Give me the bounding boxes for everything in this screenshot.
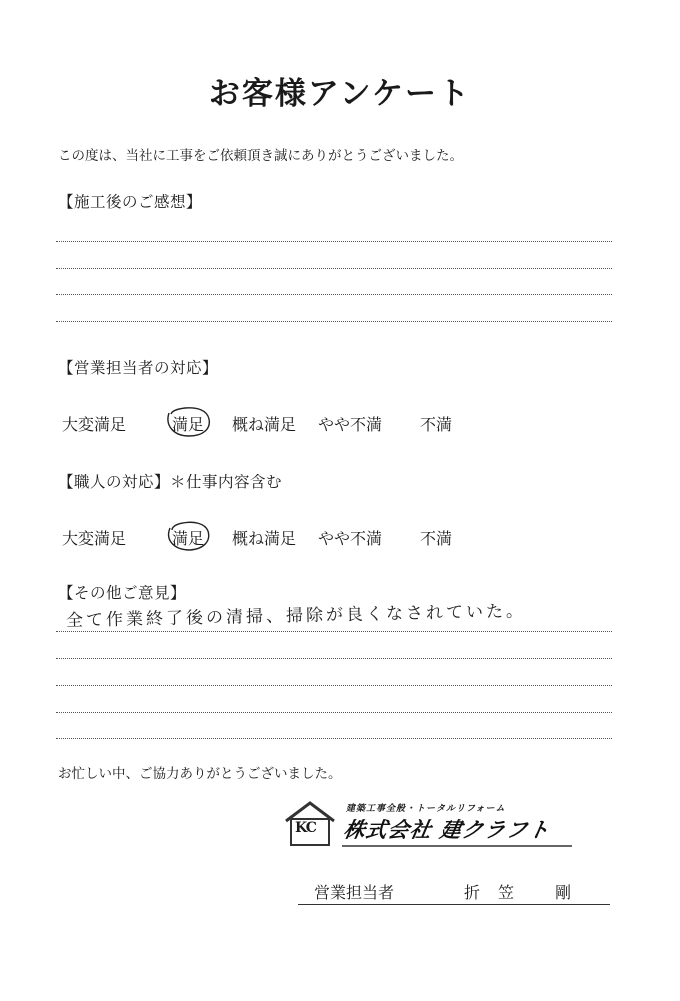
company-tagline: 建築工事全般・トータルリフォーム xyxy=(346,804,506,814)
representative-name: 折笠 剛 xyxy=(464,883,590,902)
circle-mark-icon xyxy=(163,405,213,439)
page-title: お客様アンケート xyxy=(208,76,472,112)
sales-heading: 【営業担当者の対応】 xyxy=(58,359,219,377)
craftsman-rating-group xyxy=(62,526,482,556)
circle-mark-icon xyxy=(163,519,213,553)
craftsman-option-very-satisfied[interactable]: 大変満足 xyxy=(62,529,127,548)
company-name: 株式会社 建クラフト xyxy=(341,818,553,842)
impression-line-4 xyxy=(56,321,612,322)
representative-row xyxy=(314,880,610,904)
logo-letters: KC xyxy=(295,820,316,836)
impression-line-1 xyxy=(56,241,612,242)
craftsman-option-dissatisfied[interactable]: 不満 xyxy=(420,529,453,548)
other-line-5 xyxy=(56,738,612,739)
craftsman-option-somewhat-dissatisfied[interactable]: やや不満 xyxy=(318,529,383,548)
handwritten-comment: 全て作業終了後の清掃、掃除が良くなされていた。 xyxy=(65,601,527,631)
impression-line-3 xyxy=(56,294,612,295)
sales-option-very-satisfied[interactable]: 大変満足 xyxy=(62,415,127,434)
closing-text: お忙しい中、ご協力ありがとうございました。 xyxy=(58,766,342,782)
sales-option-somewhat-dissatisfied[interactable]: やや不満 xyxy=(318,415,383,434)
impression-line-2 xyxy=(56,268,612,269)
impression-heading: 【施工後のご感想】 xyxy=(58,193,203,211)
other-line-2 xyxy=(56,658,612,659)
intro-text: この度は、当社に工事をご依頼頂き誠にありがとうございました。 xyxy=(58,148,463,164)
logo-underline xyxy=(342,841,582,849)
sales-option-dissatisfied[interactable]: 不満 xyxy=(420,415,453,434)
sales-option-satisfied[interactable] xyxy=(172,412,204,435)
craftsman-option-satisfied[interactable] xyxy=(172,526,204,549)
sales-option-mostly-satisfied[interactable]: 概ね満足 xyxy=(232,415,297,434)
other-line-3 xyxy=(56,685,612,686)
craftsman-heading: 【職人の対応】＊仕事内容含む xyxy=(58,473,283,491)
other-line-1 xyxy=(56,631,612,632)
other-line-4 xyxy=(56,712,612,713)
other-heading: 【その他ご意見】 xyxy=(58,584,187,602)
representative-label: 営業担当者 xyxy=(314,883,395,902)
company-logo xyxy=(282,799,592,849)
craftsman-option-satisfied-label: 満足 xyxy=(172,529,205,548)
sales-option-satisfied-label: 満足 xyxy=(172,415,205,434)
signature-line xyxy=(298,904,610,905)
sales-rating-group xyxy=(62,412,482,442)
craftsman-option-mostly-satisfied[interactable]: 概ね満足 xyxy=(232,529,297,548)
